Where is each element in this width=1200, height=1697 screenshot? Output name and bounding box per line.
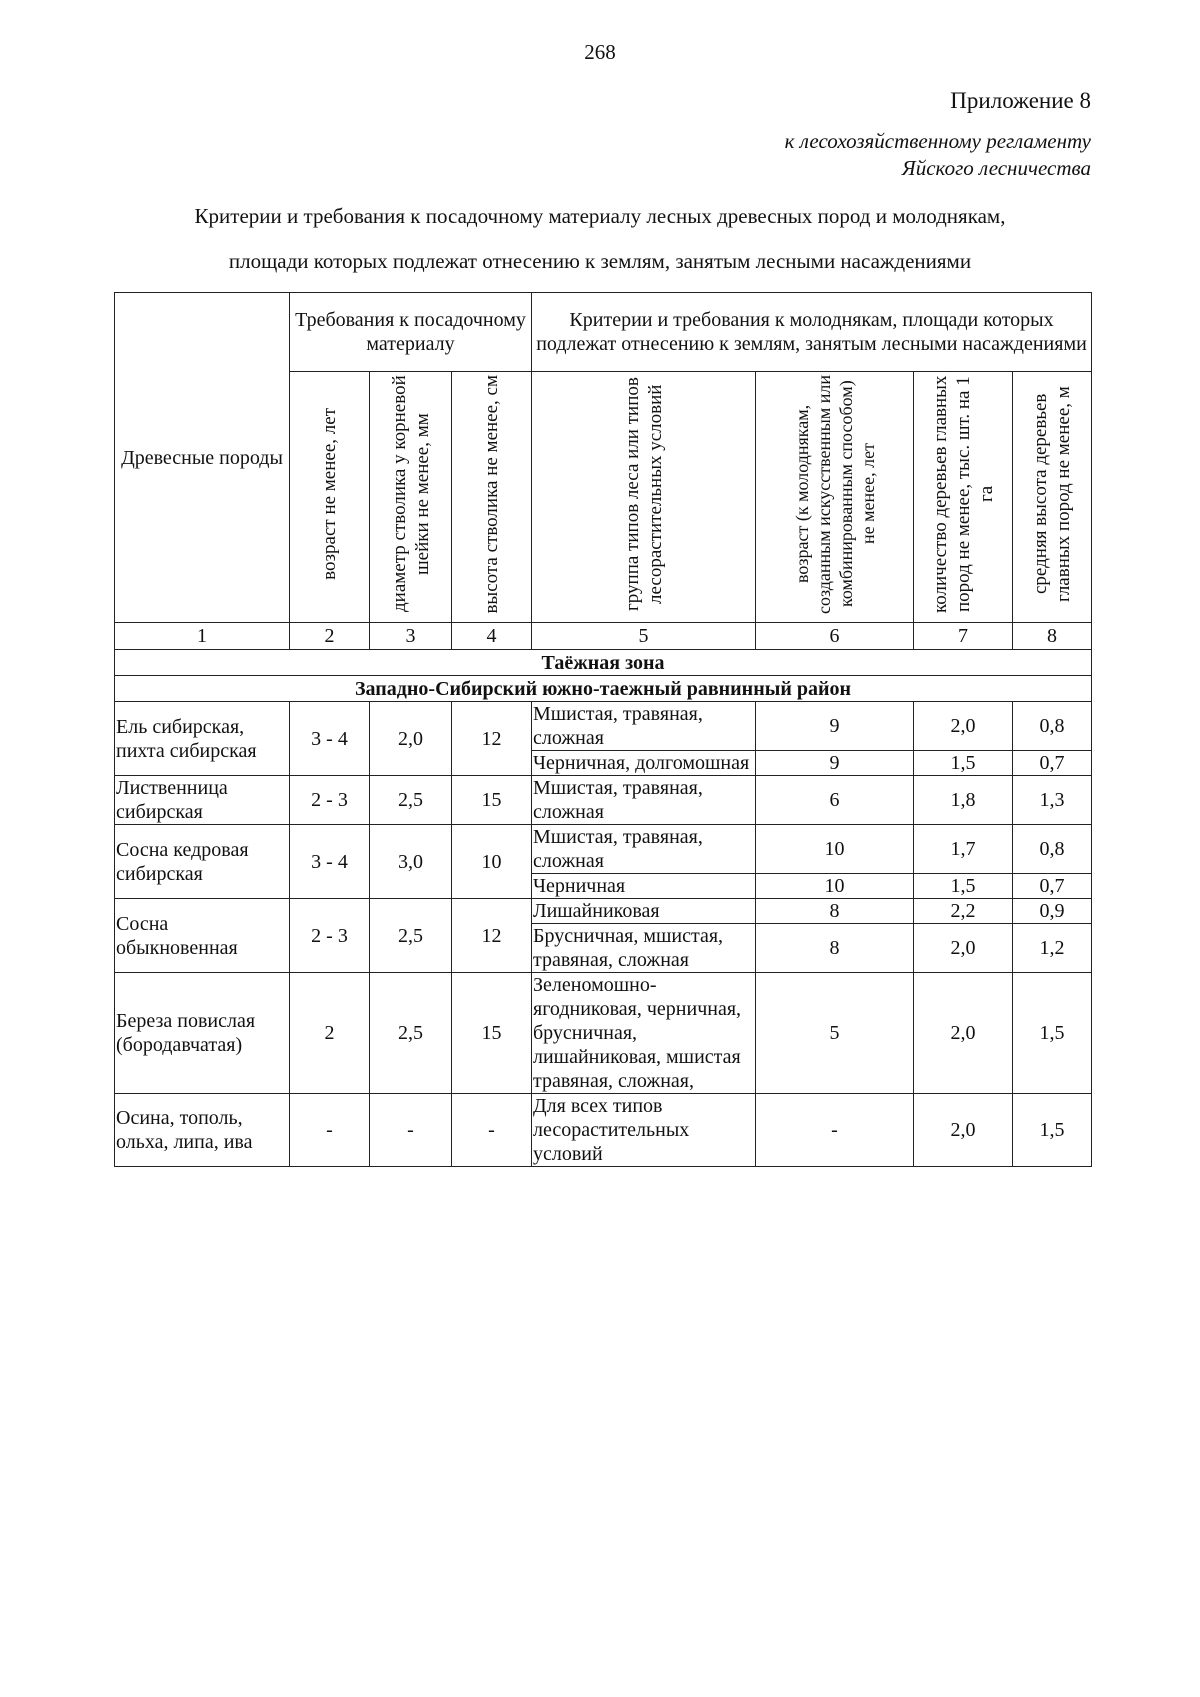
species-cell: Сосна обыкновенная (115, 899, 290, 973)
forest-type-cell: Зеленомошно-ягодниковая, черничная, брусничная, лишайниковая, мшистая травяная, сложная, (532, 973, 756, 1094)
header-young-stands: Критерии и требования к молоднякам, площади которых подлежат отнесению к землям, занятым лесными насаждениями (532, 293, 1092, 372)
avg-height-cell: 1,2 (1013, 924, 1092, 973)
forest-type-cell: Мшистая, травяная, сложная (532, 702, 756, 751)
avg-height-cell: 0,9 (1013, 899, 1092, 924)
header-col-8: средняя высота деревьев главных пород не менее, м (1030, 386, 1074, 602)
column-number: 7 (914, 623, 1013, 650)
young-age-cell: 5 (756, 973, 914, 1094)
zone-title: Таёжная зона (115, 650, 1092, 676)
young-age-cell: 10 (756, 825, 914, 874)
young-age-cell: 6 (756, 776, 914, 825)
table-row (115, 899, 1092, 924)
table-header-row-1 (115, 293, 1092, 372)
column-number: 8 (1013, 623, 1092, 650)
header-col-6-cell (756, 372, 914, 623)
forest-type-cell: Мшистая, травяная, сложная (532, 776, 756, 825)
planting-age-cell: - (290, 1094, 370, 1167)
diameter-cell: 2,5 (370, 776, 452, 825)
header-col-5: группа типов леса или типов лесорастительных условий (621, 377, 666, 611)
subtitle-line-1: к лесохозяйственному регламенту (784, 129, 1091, 153)
tree-count-cell: 1,7 (914, 825, 1013, 874)
avg-height-cell: 0,7 (1013, 874, 1092, 899)
tree-count-cell: 2,0 (914, 702, 1013, 751)
height-cell: 15 (452, 776, 532, 825)
young-age-cell: - (756, 1094, 914, 1167)
page-number: 268 (584, 40, 616, 64)
forest-type-cell: Черничная, долгомошная (532, 751, 756, 776)
appendix-label: Приложение 8 (950, 88, 1091, 113)
diameter-cell: 2,5 (370, 899, 452, 973)
title-line-2: площади которых подлежат отнесению к землям, занятым лесными насаждениями (228, 249, 972, 273)
header-col-6: возраст (к молоднякам, созданным искусственным или комбинированным способом) не менее, лет (791, 374, 878, 614)
diameter-cell: 2,0 (370, 702, 452, 776)
zone-row (115, 650, 1092, 676)
tree-count-cell: 2,2 (914, 899, 1013, 924)
criteria-table (114, 292, 1092, 1167)
appendix-subtitle (785, 128, 1091, 182)
diameter-cell: 3,0 (370, 825, 452, 899)
header-col-2-cell (290, 372, 370, 623)
young-age-cell: 8 (756, 899, 914, 924)
planting-age-cell: 3 - 4 (290, 825, 370, 899)
species-cell: Осина, тополь, ольха, липа, ива (115, 1094, 290, 1167)
avg-height-cell: 0,8 (1013, 825, 1092, 874)
header-planting-material: Требования к посадочному материалу (290, 293, 532, 372)
species-cell: Береза повислая (бородавчатая) (115, 973, 290, 1094)
column-numbers-row (115, 623, 1092, 650)
species-cell: Сосна кедровая сибирская (115, 825, 290, 899)
header-col-4: высота стволика не менее, см (481, 374, 502, 614)
document-title (0, 194, 1200, 284)
tree-count-cell: 1,5 (914, 874, 1013, 899)
species-cell: Лиственница сибирская (115, 776, 290, 825)
tree-count-cell: 1,5 (914, 751, 1013, 776)
young-age-cell: 10 (756, 874, 914, 899)
title-line-1: Критерии и требования к посадочному материалу лесных древесных пород и молоднякам, (194, 204, 1006, 228)
forest-type-cell: Для всех типов лесорастительных условий (532, 1094, 756, 1167)
column-number: 3 (370, 623, 452, 650)
header-species: Древесные породы (115, 293, 290, 623)
height-cell: 15 (452, 973, 532, 1094)
header-col-3-cell (370, 372, 452, 623)
forest-type-cell: Черничная (532, 874, 756, 899)
tree-count-cell: 2,0 (914, 973, 1013, 1094)
young-age-cell: 9 (756, 702, 914, 751)
height-cell: - (452, 1094, 532, 1167)
planting-age-cell: 3 - 4 (290, 702, 370, 776)
avg-height-cell: 0,8 (1013, 702, 1092, 751)
header-col-2: возраст не менее, лет (319, 408, 340, 580)
forest-type-cell: Брусничная, мшистая, травяная, сложная (532, 924, 756, 973)
forest-type-cell: Мшистая, травяная, сложная (532, 825, 756, 874)
header-col-7: количество деревьев главных пород не менее, тыс. шт. на 1 га (929, 375, 997, 613)
header-col-7-cell (914, 372, 1013, 623)
forest-type-cell: Лишайниковая (532, 899, 756, 924)
diameter-cell: - (370, 1094, 452, 1167)
region-row (115, 676, 1092, 702)
avg-height-cell: 1,5 (1013, 1094, 1092, 1167)
tree-count-cell: 2,0 (914, 1094, 1013, 1167)
table-row (115, 825, 1092, 874)
tree-count-cell: 2,0 (914, 924, 1013, 973)
table-row (115, 973, 1092, 1094)
avg-height-cell: 0,7 (1013, 751, 1092, 776)
young-age-cell: 9 (756, 751, 914, 776)
species-cell: Ель сибирская, пихта сибирская (115, 702, 290, 776)
table-row (115, 1094, 1092, 1167)
header-col-8-cell (1013, 372, 1092, 623)
region-title: Западно-Сибирский южно-таежный равнинный район (115, 676, 1092, 702)
height-cell: 12 (452, 702, 532, 776)
planting-age-cell: 2 - 3 (290, 776, 370, 825)
avg-height-cell: 1,3 (1013, 776, 1092, 825)
height-cell: 12 (452, 899, 532, 973)
young-age-cell: 8 (756, 924, 914, 973)
column-number: 5 (532, 623, 756, 650)
table-row (115, 776, 1092, 825)
height-cell: 10 (452, 825, 532, 899)
column-number: 4 (452, 623, 532, 650)
column-number: 1 (115, 623, 290, 650)
header-col-5-cell (532, 372, 756, 623)
subtitle-line-2: Яйского лесничества (901, 156, 1091, 180)
table-row (115, 702, 1092, 751)
header-col-3: диаметр стволика у корневой шейки не менее, мм (388, 375, 433, 613)
tree-count-cell: 1,8 (914, 776, 1013, 825)
column-number: 6 (756, 623, 914, 650)
column-number: 2 (290, 623, 370, 650)
header-col-4-cell (452, 372, 532, 623)
diameter-cell: 2,5 (370, 973, 452, 1094)
avg-height-cell: 1,5 (1013, 973, 1092, 1094)
planting-age-cell: 2 (290, 973, 370, 1094)
planting-age-cell: 2 - 3 (290, 899, 370, 973)
